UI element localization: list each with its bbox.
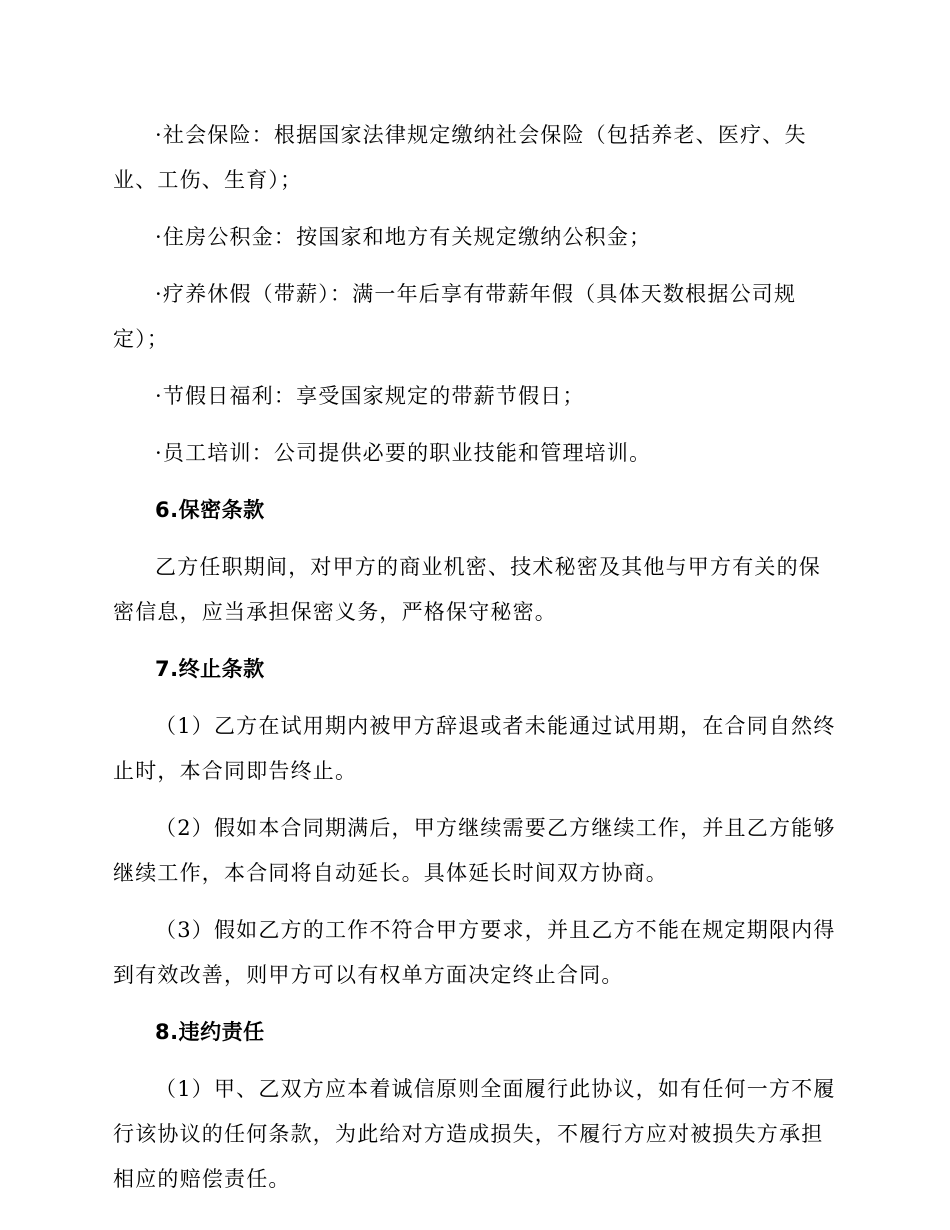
benefit-social-insurance: ·社会保险：根据国家法律规定缴纳社会保险（包括养老、医疗、失业、工伤、生育）； [113,123,807,192]
section-body: 乙方任职期间，对甲方的商业机密、技术秘密及其他与甲方有关的保密信息，应当承担保密义务，严格保守秘密。 [113,555,821,624]
benefit-training: ·员工培训：公司提供必要的职业技能和管理培训。 [155,441,652,465]
benefit-paid-leave: ·疗养休假（带薪）：满一年后享有带薪年假（具体天数根据公司规定）； [113,282,797,351]
clause-item: （1）乙方在试用期内被甲方辞退或者未能通过试用期，在合同自然终止时，本合同即告终止。 [113,714,836,783]
section-confidentiality [0,488,950,635]
section-liability [0,1010,950,1202]
clause-item: （2）假如本合同期满后，甲方继续需要乙方继续工作，并且乙方能够继续工作，本合同将自动延长。具体延长时间双方协商。 [113,816,836,885]
section-termination [0,647,950,998]
clause-item: （3）假如乙方的工作不符合甲方要求，并且乙方不能在规定期限内得到有效改善，则甲方可以有权单方面决定终止合同。 [113,918,836,987]
benefit-holidays: ·节假日福利：享受国家规定的带薪节假日； [155,384,585,408]
section-heading: 7.终止条款 [155,657,265,681]
section-heading: 6.保密条款 [155,498,265,522]
section-heading: 8.违约责任 [155,1020,265,1044]
benefit-housing-fund: ·住房公积金：按国家和地方有关规定缴纳公积金； [155,225,652,249]
clause-item: （1）甲、乙双方应本着诚信原则全面履行此协议，如有任何一方不履行该协议的任何条款，为此给对方造成损失，不履行方应对被损失方承担相应的赔偿责任。 [113,1077,836,1191]
benefits-list [0,113,950,476]
